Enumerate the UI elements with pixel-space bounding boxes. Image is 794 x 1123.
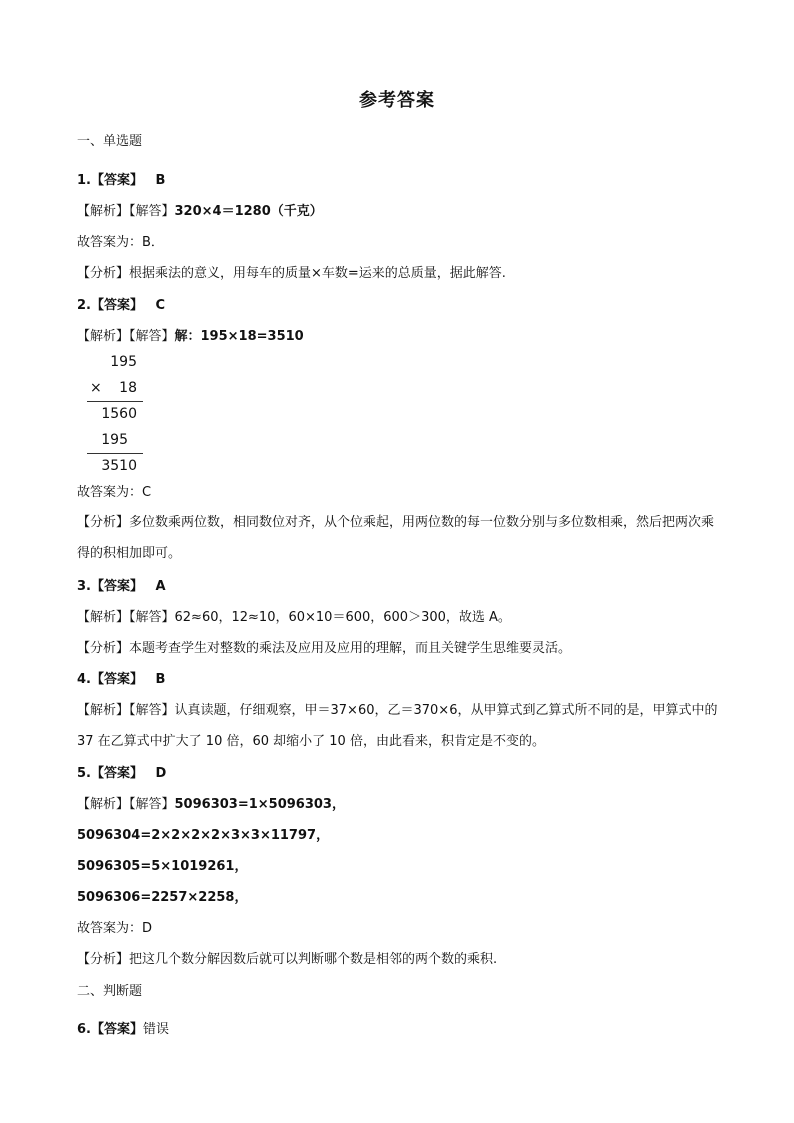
q5-answer-value: D [155, 766, 167, 781]
q3-answer-value: A [155, 579, 166, 594]
calc-multiplicand: 195 [110, 354, 137, 370]
q1-analysis [77, 203, 323, 221]
calc-rule-2 [87, 453, 143, 454]
q3-analysis-text: 62≈60，12≈10，60×10＝600，600＞300，故选 A。 [174, 610, 511, 625]
q2-analysis-label: 【解析】【解答】 [77, 329, 175, 344]
calc-partial-1: 1560 [101, 406, 137, 422]
q6-answer-label: 6.【答案】 [77, 1022, 143, 1037]
q1-answer-value: B [155, 173, 166, 188]
q6-answer-value: 错误 [142, 1022, 169, 1037]
q1-answer [77, 172, 165, 190]
q5-fenxi-label: 【分析】 [77, 952, 130, 967]
calc-multiplier: 18 [119, 380, 137, 396]
q5-line-1: 5096303=1×5096303， [174, 797, 345, 812]
q3-analysis [77, 609, 511, 627]
q4-analysis-label: 【解析】【解答】 [77, 703, 175, 718]
q2-fenxi-text: 多位数乘两位数，相同数位对齐，从个位乘起，用两位数的每一位数分别与多位数相乘，然后把两次乘得的积相加即可。 [77, 515, 715, 561]
q1-fenxi-label: 【分析】 [77, 266, 130, 281]
q3-fenxi-text: 本题考查学生对整数的乘法及应用及应用的理解，而且关键学生思维要灵活。 [129, 641, 572, 656]
q1-answer-label: 1.【答案】 [77, 173, 143, 188]
q5-answer-label: 5.【答案】 [77, 766, 143, 781]
q2-analysis [77, 328, 304, 346]
q4-analysis [77, 695, 727, 757]
q1-fenxi [77, 265, 506, 283]
q3-analysis-label: 【解析】【解答】 [77, 610, 175, 625]
q2-answer-value: C [155, 298, 166, 313]
calc-product: 3510 [101, 458, 137, 474]
section-heading-true-false: 二、判断题 [77, 984, 143, 999]
q4-answer-label: 4.【答案】 [77, 672, 143, 687]
q1-fenxi-text: 根据乘法的意义，用每车的质量×车数=运来的总质量，据此解答. [129, 266, 506, 281]
q4-answer [77, 671, 165, 689]
section-heading-single-choice: 一、单选题 [77, 134, 143, 149]
q2-conclusion: 故答案为：C [77, 485, 152, 500]
q5-line-2: 5096304=2×2×2×2×3×3×11797， [77, 828, 330, 843]
calc-partial-2: 195 [101, 432, 128, 448]
q4-analysis-text: 认真读题，仔细观察，甲＝37×60，乙＝370×6，从甲算式到乙算式所不同的是，甲算式中的 37 在乙算式中扩大了 10 倍，60 却缩小了 10 倍，由此看来，积肯定是不变的。 [77, 703, 718, 749]
q3-answer-label: 3.【答案】 [77, 579, 143, 594]
q2-answer [77, 297, 165, 315]
q5-analysis [77, 796, 345, 814]
q2-fenxi-label: 【分析】 [77, 515, 130, 530]
q1-analysis-label: 【解析】【解答】 [77, 204, 175, 219]
q5-fenxi-text: 把这几个数分解因数后就可以判断哪个数是相邻的两个数的乘积. [129, 952, 498, 967]
q3-fenxi-label: 【分析】 [77, 641, 130, 656]
q2-answer-label: 2.【答案】 [77, 298, 143, 313]
page-title: 参考答案 [359, 90, 435, 111]
q3-answer [77, 578, 166, 596]
q1-analysis-text: 320×4＝1280（千克） [174, 204, 323, 219]
q5-answer [77, 765, 166, 783]
q3-fenxi [77, 640, 571, 658]
q5-analysis-label: 【解析】【解答】 [77, 797, 175, 812]
q2-vertical-multiplication [85, 350, 145, 480]
q1-conclusion: 故答案为：B． [77, 235, 164, 250]
q5-line-3: 5096305=5×1019261， [77, 859, 248, 874]
q6-answer [77, 1021, 169, 1039]
q5-conclusion: 故答案为：D [77, 921, 153, 936]
q4-answer-value: B [155, 672, 166, 687]
calc-operator: × [90, 380, 102, 396]
q2-fenxi [77, 507, 727, 569]
q2-analysis-text: 解：195×18=3510 [174, 329, 304, 344]
q5-fenxi [77, 951, 497, 969]
calc-rule-1 [87, 401, 143, 402]
q5-line-4: 5096306=2257×2258， [77, 890, 248, 905]
